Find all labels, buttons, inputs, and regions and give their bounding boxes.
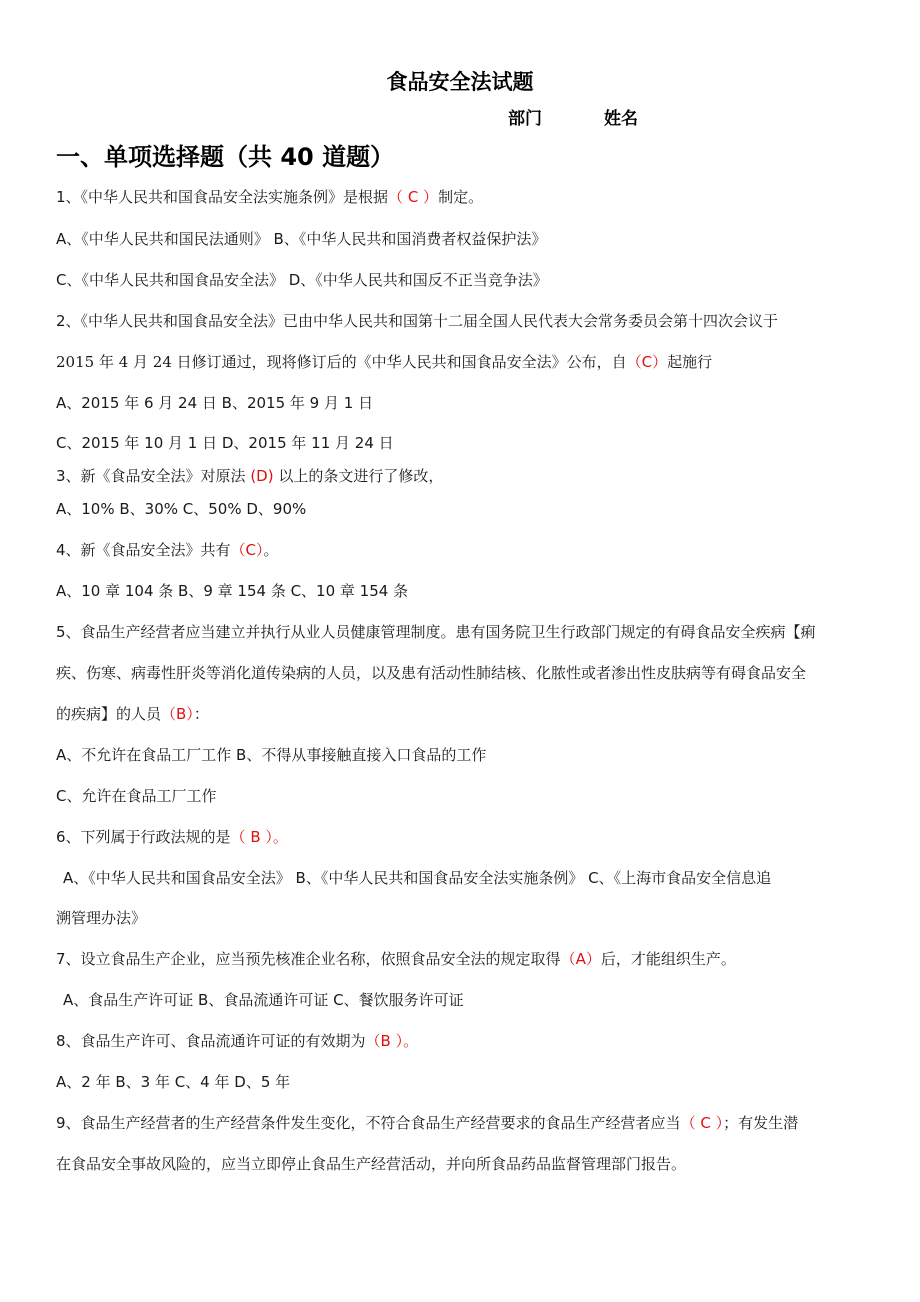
question-2-text: 2015 年 4 月 24 日修订通过，现将修订后的《中华人民共和国食品安全法》公布，自 — [56, 353, 627, 371]
name-label: 姓名 — [604, 109, 638, 129]
question-7-text-end: 后，才能组织生产。 — [600, 950, 736, 968]
question-8-options: A、2 年 B、3 年 C、4 年 D、5 年 — [56, 1073, 291, 1091]
document-title: 食品安全法试题 — [386, 70, 534, 94]
question-5-stem-line-1: 5、食品生产经营者应当建立并执行从业人员健康管理制度。患有国务院卫生行政部门规定的有碍食品安全疾病【痢 — [56, 623, 816, 641]
question-1-text-end: 制定。 — [438, 188, 484, 206]
question-2-stem-line-1: 2、《中华人民共和国食品安全法》已由中华人民共和国第十二届全国人民代表大会常务委员会第十四次会议于 — [56, 312, 779, 330]
department-label: 部门 — [508, 109, 542, 129]
question-4-answer: （C） — [230, 541, 264, 559]
header-fields — [508, 104, 638, 129]
question-4-text-end: 。 — [263, 541, 279, 559]
question-1-text: 1、《中华人民共和国食品安全法实施条例》是根据 — [56, 188, 389, 206]
question-9-text-end: ；有发生潜 — [723, 1114, 799, 1132]
question-6-options-2: 溯管理办法》 — [56, 909, 147, 927]
question-5-answer: （B） — [161, 705, 194, 723]
question-1-options-2: C、《中华人民共和国食品安全法》 D、《中华人民共和国反不正当竞争法》 — [56, 271, 548, 289]
question-2-options-2: C、2015 年 10 月 1 日 D、2015 年 11 月 24 日 — [56, 434, 394, 452]
question-3-answer: (D) — [245, 467, 279, 485]
question-5-options-1: A、不允许在食品工厂工作 B、不得从事接触直接入口食品的工作 — [56, 746, 487, 764]
question-5-options-2: C、允许在食品工厂工作 — [56, 787, 217, 805]
question-9-stem-line-2: 在食品安全事故风险的，应当立即停止食品生产经营活动，并向所食品药品监督管理部门报告。 — [56, 1155, 687, 1173]
question-7-stem — [56, 948, 736, 969]
section-heading: 一、单项选择题（共 40 道题） — [56, 143, 395, 171]
question-3-stem — [56, 465, 443, 486]
question-8-answer: （B ）。 — [365, 1032, 419, 1050]
question-3-options: A、10% B、30% C、50% D、90% — [56, 500, 307, 518]
question-1-options-1: A、《中华人民共和国民法通则》 B、《中华人民共和国消费者权益保护法》 — [56, 230, 547, 248]
question-2-options-1: A、2015 年 6 月 24 日 B、2015 年 9 月 1 日 — [56, 394, 374, 412]
question-7-answer: （A） — [560, 950, 601, 968]
question-6-stem — [56, 826, 288, 847]
question-2-answer: （C） — [626, 353, 668, 371]
question-9-stem-line-1 — [56, 1112, 798, 1133]
question-2-stem-line-2 — [56, 351, 712, 372]
question-6-answer: （ B ）。 — [230, 828, 288, 846]
question-6-options-1: A、《中华人民共和国食品安全法》 B、《中华人民共和国食品安全法实施条例》 C、《上海市食品安全信息追 — [63, 869, 772, 887]
question-5-stem-line-3 — [56, 703, 209, 724]
question-9-text: 9、食品生产经营者的生产经营条件发生变化，不符合食品生产经营要求的食品生产经营者应当 — [56, 1114, 681, 1132]
question-8-text: 8、食品生产许可、食品流通许可证的有效期为 — [56, 1032, 366, 1050]
question-4-stem — [56, 539, 279, 560]
question-5-text-end: ： — [193, 705, 209, 723]
question-5-stem-line-2: 疾、伤寒、病毒性肝炎等消化道传染病的人员，以及患有活动性肺结核、化脓性或者渗出性皮肤病等有碍食品安全 — [56, 664, 807, 682]
question-7-options: A、食品生产许可证 B、食品流通许可证 C、餐饮服务许可证 — [63, 991, 464, 1009]
question-1-answer: （ C ） — [388, 188, 439, 206]
question-4-text: 4、新《食品安全法》共有 — [56, 541, 231, 559]
question-4-options: A、10 章 104 条 B、9 章 154 条 C、10 章 154 条 — [56, 582, 409, 600]
question-3-text: 3、新《食品安全法》对原法 — [56, 467, 246, 485]
question-2-text-end: 起施行 — [667, 353, 713, 371]
question-3-text-end: 以上的条文进行了修改， — [278, 467, 444, 485]
question-9-answer: （ C ） — [680, 1114, 724, 1132]
question-5-text: 的疾病】的人员 — [56, 705, 162, 723]
question-6-text: 6、下列属于行政法规的是 — [56, 828, 231, 846]
question-1-stem — [56, 186, 483, 207]
question-8-stem — [56, 1030, 418, 1051]
question-7-text: 7、设立食品生产企业，应当预先核准企业名称，依照食品安全法的规定取得 — [56, 950, 561, 968]
